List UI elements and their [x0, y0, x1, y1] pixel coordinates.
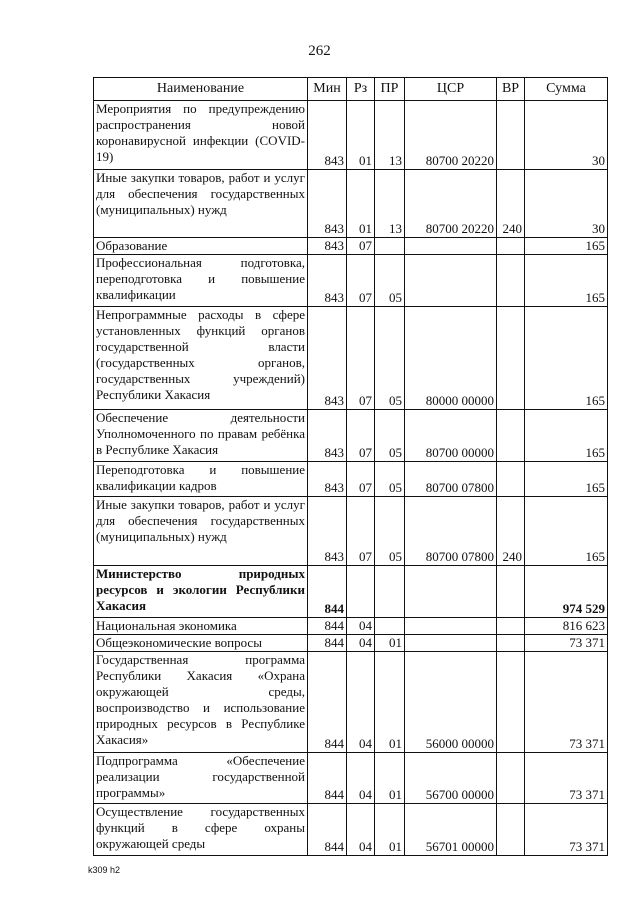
row-rz: 07: [347, 255, 375, 307]
row-min: 844: [308, 652, 347, 753]
row-min: 843: [308, 307, 347, 410]
row-csr: 56700 00000: [405, 753, 497, 804]
row-min: 843: [308, 101, 347, 170]
row-vr: [497, 462, 525, 497]
row-sum: 974 529: [525, 566, 608, 618]
row-min: 844: [308, 566, 347, 618]
row-vr: [497, 238, 525, 255]
row-csr: [405, 618, 497, 635]
row-csr: 80700 00000: [405, 410, 497, 462]
row-name: Непрограммные расходы в сфере установленных функций органов государственной власти (государственных органов, государственных учреждений) Республики Хакасия: [94, 307, 308, 410]
table-row: [94, 410, 608, 462]
row-rz: 04: [347, 652, 375, 753]
row-vr: [497, 635, 525, 652]
row-sum: 30: [525, 170, 608, 238]
row-sum: 165: [525, 497, 608, 566]
row-pr: 05: [375, 307, 405, 410]
page-number: 262: [308, 43, 331, 59]
table-row: [94, 652, 608, 753]
row-name: Осуществление государственных функций в сфере охраны окружающей среды: [94, 804, 308, 856]
header-min: Мин: [308, 78, 347, 101]
row-rz: 01: [347, 170, 375, 238]
row-vr: [497, 307, 525, 410]
row-min: 843: [308, 497, 347, 566]
row-sum: 165: [525, 307, 608, 410]
row-sum: 73 371: [525, 635, 608, 652]
row-sum: 816 623: [525, 618, 608, 635]
row-min: 843: [308, 238, 347, 255]
row-min: 843: [308, 255, 347, 307]
row-csr: [405, 566, 497, 618]
row-pr: 05: [375, 462, 405, 497]
row-rz: 07: [347, 410, 375, 462]
row-name: Обеспечение деятельности Уполномоченного по правам ребёнка в Республике Хакасия: [94, 410, 308, 462]
row-min: 843: [308, 410, 347, 462]
header-csr: ЦСР: [405, 78, 497, 101]
header-pr: ПР: [375, 78, 405, 101]
header-sum: Сумма: [525, 78, 608, 101]
table-row: [94, 618, 608, 635]
row-vr: 240: [497, 497, 525, 566]
row-name: Переподготовка и повышение квалификации кадров: [94, 462, 308, 497]
row-csr: [405, 635, 497, 652]
row-pr: 05: [375, 255, 405, 307]
row-pr: [375, 618, 405, 635]
table-row: [94, 170, 608, 238]
row-min: 844: [308, 753, 347, 804]
row-rz: 01: [347, 101, 375, 170]
row-vr: [497, 255, 525, 307]
table-row: [94, 101, 608, 170]
row-name: Подпрограмма «Обеспечение реализации государственной программы»: [94, 753, 308, 804]
row-rz: 04: [347, 618, 375, 635]
row-csr: 80700 07800: [405, 462, 497, 497]
row-pr: 13: [375, 170, 405, 238]
row-csr: 80700 20220: [405, 101, 497, 170]
row-min: 844: [308, 804, 347, 856]
row-csr: 56701 00000: [405, 804, 497, 856]
row-sum: 73 371: [525, 804, 608, 856]
row-vr: [497, 753, 525, 804]
header-name: Наименование: [94, 78, 308, 101]
row-sum: 165: [525, 255, 608, 307]
row-pr: [375, 566, 405, 618]
row-vr: [497, 804, 525, 856]
row-pr: 01: [375, 635, 405, 652]
row-sum: 73 371: [525, 753, 608, 804]
row-name: Государственная программа Республики Хакасия «Охрана окружающей среды, воспроизводство и использование природных ресурсов в Республике Хакасия»: [94, 652, 308, 753]
row-pr: 01: [375, 753, 405, 804]
row-name: Иные закупки товаров, работ и услуг для обеспечения государственных (муниципальных) нужд: [94, 497, 308, 566]
row-vr: 240: [497, 170, 525, 238]
row-rz: 04: [347, 635, 375, 652]
row-vr: [497, 618, 525, 635]
row-rz: 07: [347, 462, 375, 497]
row-min: 844: [308, 618, 347, 635]
table-row: [94, 307, 608, 410]
row-csr: 80700 20220: [405, 170, 497, 238]
footer-code: k309 h2: [88, 865, 121, 875]
row-sum: 165: [525, 462, 608, 497]
row-rz: 04: [347, 804, 375, 856]
row-rz: 07: [347, 238, 375, 255]
row-name: Министерство природных ресурсов и экологии Республики Хакасия: [94, 566, 308, 618]
row-rz: 04: [347, 753, 375, 804]
row-sum: 73 371: [525, 652, 608, 753]
header-vr: ВР: [497, 78, 525, 101]
row-vr: [497, 410, 525, 462]
row-pr: 01: [375, 804, 405, 856]
row-pr: 05: [375, 410, 405, 462]
table-row: [94, 238, 608, 255]
row-min: 843: [308, 462, 347, 497]
row-csr: [405, 238, 497, 255]
row-name: Образование: [94, 238, 308, 255]
row-sum: 30: [525, 101, 608, 170]
header-rz: Рз: [347, 78, 375, 101]
row-rz: 07: [347, 307, 375, 410]
row-name: Иные закупки товаров, работ и услуг для обеспечения государственных (муниципальных) нужд: [94, 170, 308, 238]
row-name: Национальная экономика: [94, 618, 308, 635]
row-vr: [497, 566, 525, 618]
table-row: [94, 753, 608, 804]
table-row: [94, 255, 608, 307]
row-name: Общеэкономические вопросы: [94, 635, 308, 652]
row-csr: 80000 00000: [405, 307, 497, 410]
budget-table: [93, 77, 608, 856]
row-pr: 01: [375, 652, 405, 753]
table-row: [94, 462, 608, 497]
row-min: 843: [308, 170, 347, 238]
row-sum: 165: [525, 410, 608, 462]
row-pr: [375, 238, 405, 255]
table-row: [94, 635, 608, 652]
table-row: [94, 497, 608, 566]
row-csr: [405, 255, 497, 307]
row-rz: [347, 566, 375, 618]
row-name: Мероприятия по предупреждению распространения новой коронавирусной инфекции (COVID-19): [94, 101, 308, 170]
row-vr: [497, 652, 525, 753]
row-sum: 165: [525, 238, 608, 255]
row-csr: 80700 07800: [405, 497, 497, 566]
row-pr: 13: [375, 101, 405, 170]
row-rz: 07: [347, 497, 375, 566]
row-csr: 56000 00000: [405, 652, 497, 753]
row-vr: [497, 101, 525, 170]
table-row: [94, 804, 608, 856]
row-pr: 05: [375, 497, 405, 566]
row-name: Профессиональная подготовка, переподготовка и повышение квалификации: [94, 255, 308, 307]
row-min: 844: [308, 635, 347, 652]
table-header-row: [94, 78, 608, 101]
table-row: [94, 566, 608, 618]
